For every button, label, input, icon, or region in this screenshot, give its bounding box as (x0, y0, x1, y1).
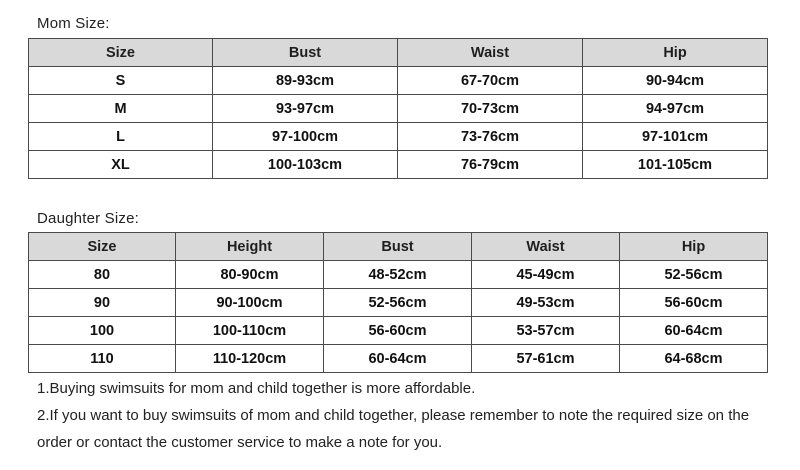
table-row (29, 151, 768, 179)
table-cell: XL (29, 151, 213, 179)
table-cell: 100-103cm (213, 151, 398, 179)
table-cell: 90-94cm (583, 67, 768, 95)
table-cell: 48-52cm (324, 261, 472, 289)
column-header-waist: Waist (398, 39, 583, 67)
table-cell: S (29, 67, 213, 95)
column-header-bust: Bust (213, 39, 398, 67)
table-row (29, 345, 768, 373)
table-row (29, 289, 768, 317)
table-cell: 110 (29, 345, 176, 373)
table-cell: 53-57cm (472, 317, 620, 345)
table-cell: 73-76cm (398, 123, 583, 151)
table-cell: 90-100cm (176, 289, 324, 317)
column-header-hip: Hip (583, 39, 768, 67)
table-row (29, 123, 768, 151)
column-header-bust: Bust (324, 233, 472, 261)
table-cell: 56-60cm (620, 289, 768, 317)
table-cell: L (29, 123, 213, 151)
note-item: 1.Buying swimsuits for mom and child together is more affordable. (37, 380, 476, 397)
table-cell: 52-56cm (620, 261, 768, 289)
column-header-hip: Hip (620, 233, 768, 261)
order-notes (37, 375, 777, 456)
table-cell: 97-101cm (583, 123, 768, 151)
table-cell: 89-93cm (213, 67, 398, 95)
table-cell: 60-64cm (324, 345, 472, 373)
column-header-size: Size (29, 39, 213, 67)
table-cell: 94-97cm (583, 95, 768, 123)
daughter-size-title: Daughter Size: (37, 210, 140, 227)
table-cell: 100-110cm (176, 317, 324, 345)
column-header-size: Size (29, 233, 176, 261)
table-cell: 100 (29, 317, 176, 345)
table-row (29, 95, 768, 123)
table-cell: 97-100cm (213, 123, 398, 151)
table-cell: 110-120cm (176, 345, 324, 373)
table-cell: 80-90cm (176, 261, 324, 289)
table-header-row (29, 233, 768, 261)
column-header-waist: Waist (472, 233, 620, 261)
table-row (29, 317, 768, 345)
table-cell: 101-105cm (583, 151, 768, 179)
table-cell: 60-64cm (620, 317, 768, 345)
table-cell: M (29, 95, 213, 123)
table-cell: 93-97cm (213, 95, 398, 123)
table-cell: 76-79cm (398, 151, 583, 179)
table-cell: 49-53cm (472, 289, 620, 317)
table-cell: 90 (29, 289, 176, 317)
table-header-row (29, 39, 768, 67)
column-header-height: Height (176, 233, 324, 261)
table-row (29, 67, 768, 95)
table-row (29, 261, 768, 289)
table-cell: 52-56cm (324, 289, 472, 317)
table-cell: 45-49cm (472, 261, 620, 289)
mom-size-table (28, 38, 768, 179)
table-cell: 57-61cm (472, 345, 620, 373)
table-cell: 67-70cm (398, 67, 583, 95)
table-cell: 64-68cm (620, 345, 768, 373)
note-item: 2.If you want to buy swimsuits of mom and child together, please remember to note the required size on the order or contact the customer service to make a note for you. (37, 407, 750, 451)
table-cell: 56-60cm (324, 317, 472, 345)
mom-size-title: Mom Size: (37, 15, 110, 32)
table-cell: 80 (29, 261, 176, 289)
daughter-size-table (28, 232, 768, 373)
table-cell: 70-73cm (398, 95, 583, 123)
